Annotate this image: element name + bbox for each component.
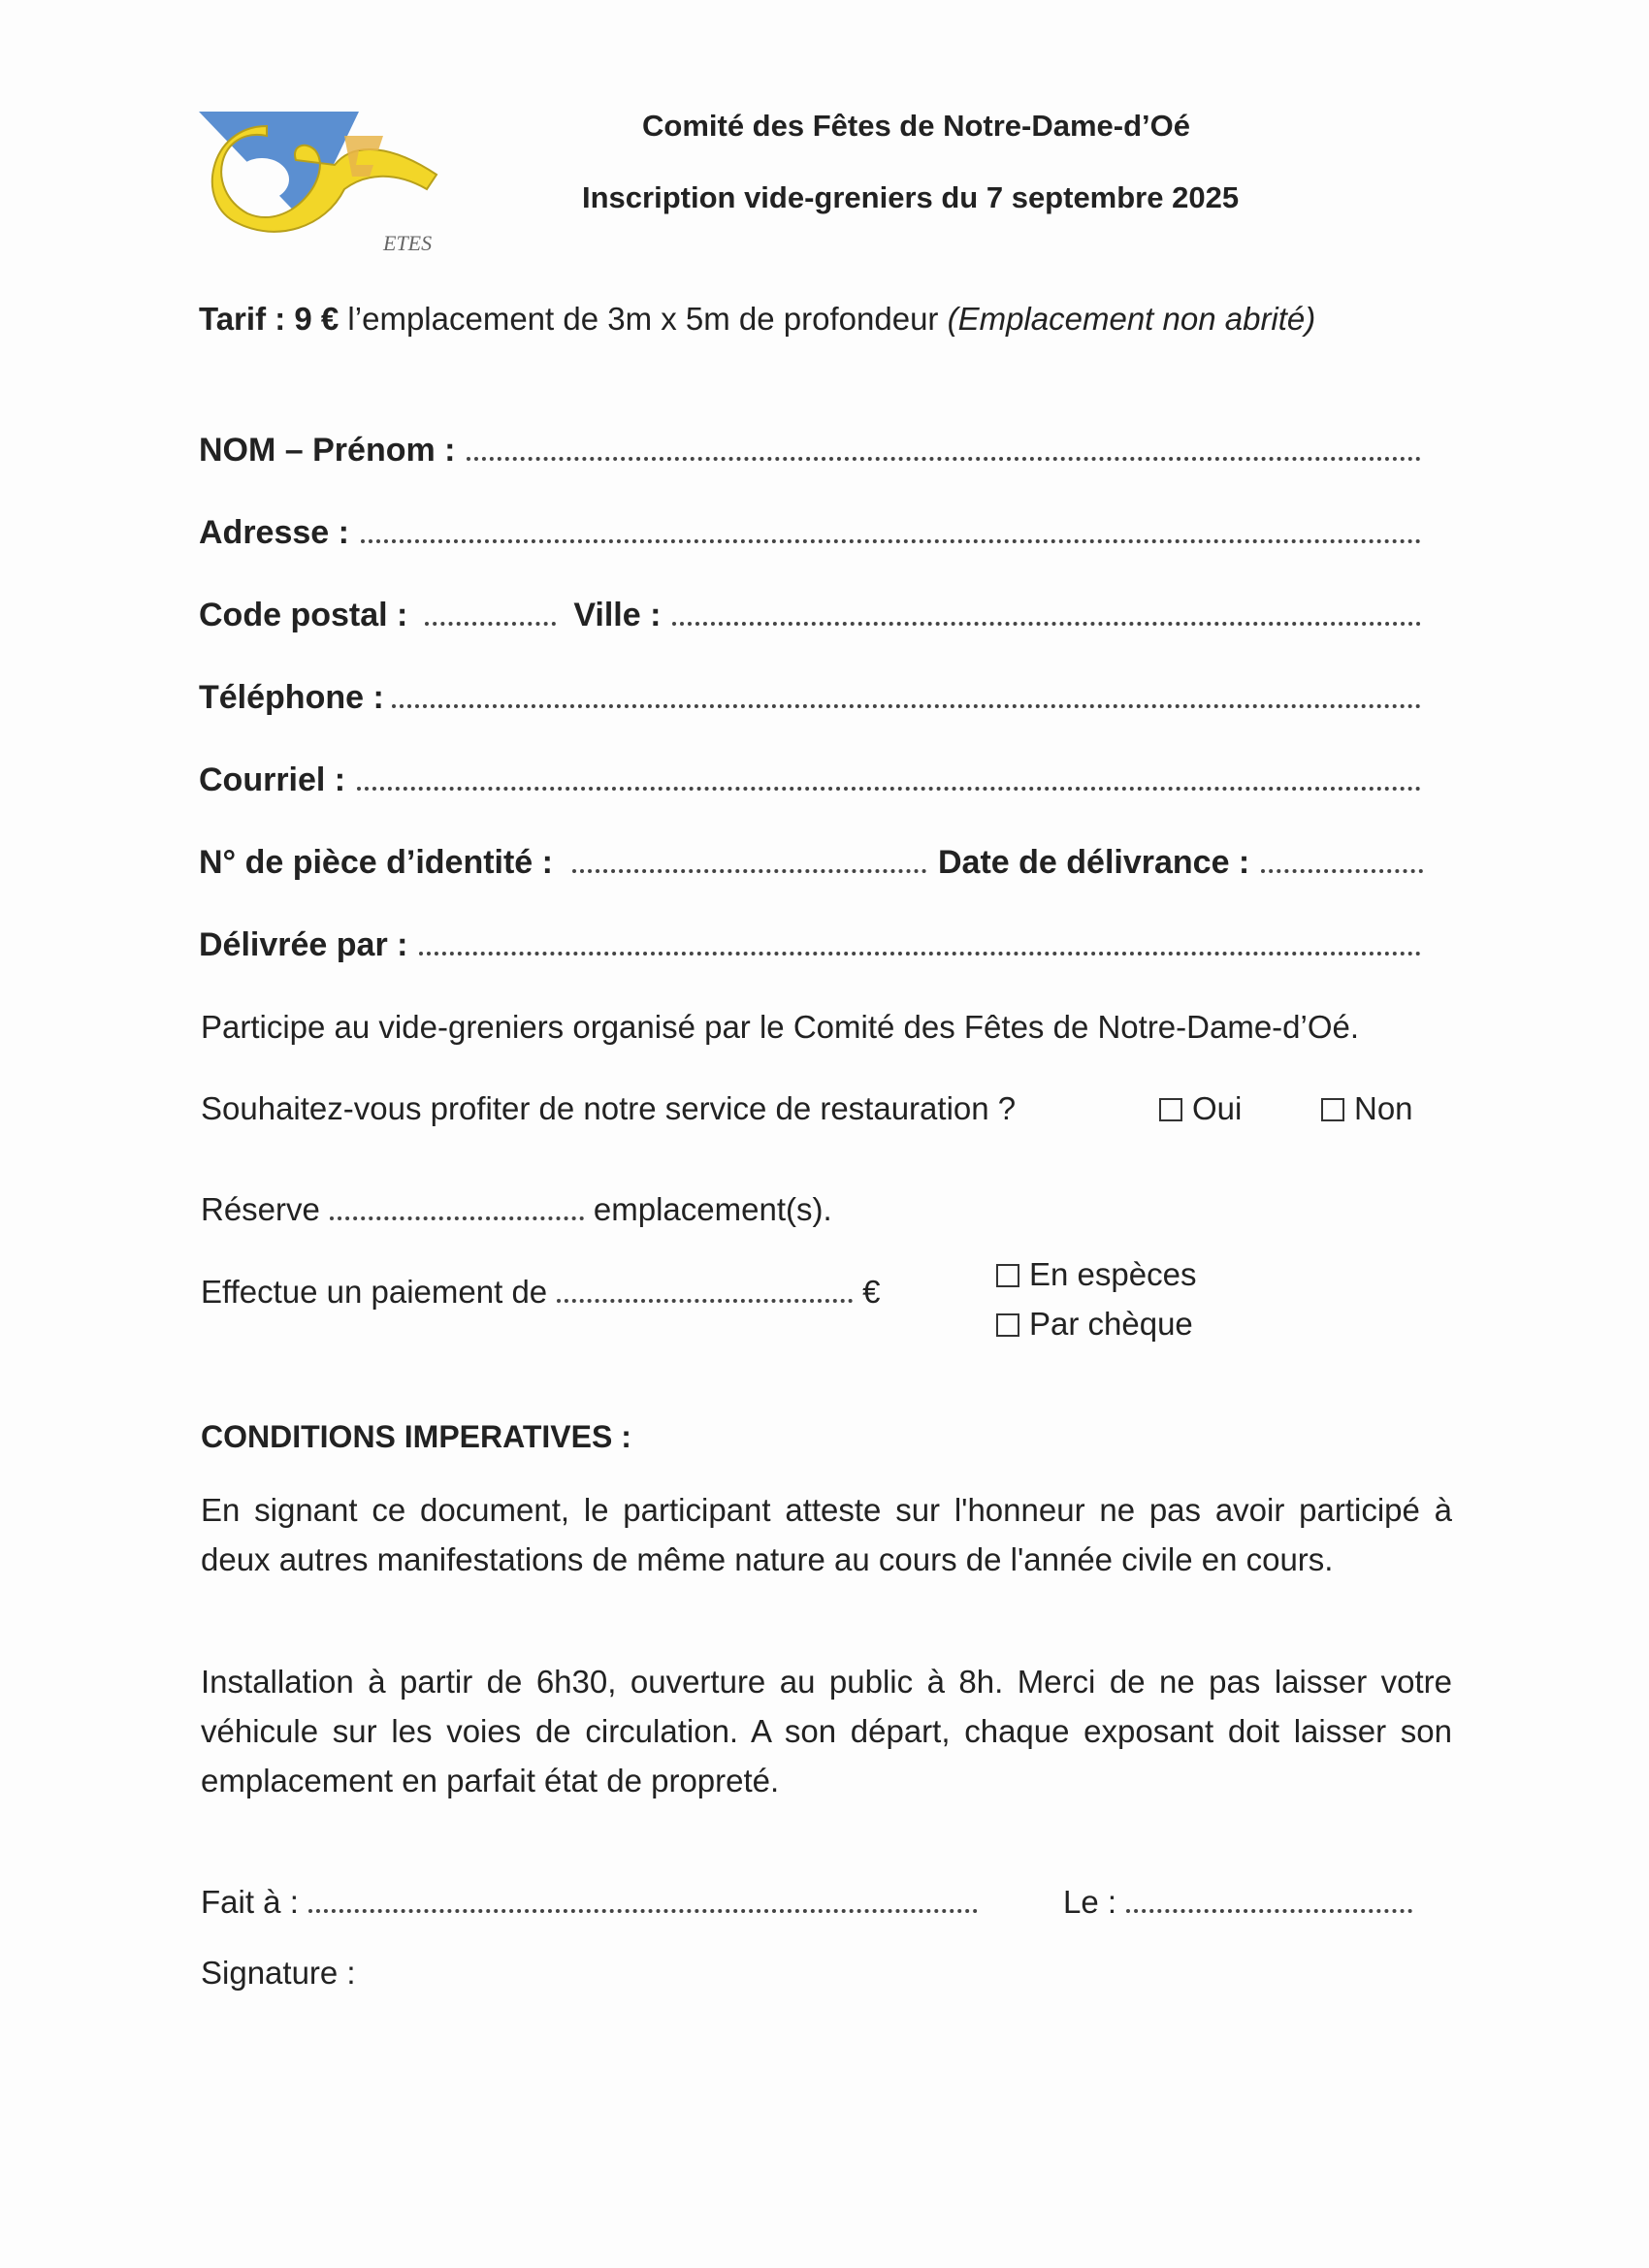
nom-field[interactable]	[467, 453, 1421, 461]
tarif-label: Tarif : 9 €	[199, 301, 340, 337]
paiement-amount-field[interactable]	[557, 1295, 853, 1303]
piece-identite-label: N° de pièce d’identité :	[199, 844, 553, 881]
committee-logo	[199, 107, 451, 252]
le-line	[1063, 1884, 1412, 1921]
paiement-cheque-option[interactable]	[996, 1306, 1193, 1343]
date-field[interactable]	[1126, 1905, 1412, 1913]
adresse-field[interactable]	[361, 535, 1421, 543]
fait-a-line	[201, 1884, 978, 1921]
delivree-par-field[interactable]	[419, 948, 1421, 956]
logo-text: ETES	[383, 231, 433, 252]
restauration-non-option[interactable]	[1321, 1090, 1413, 1127]
conditions-heading: CONDITIONS IMPERATIVES :	[201, 1419, 631, 1454]
telephone-row	[199, 679, 1421, 717]
especes-checkbox[interactable]	[996, 1264, 1019, 1287]
paiement-currency: €	[862, 1274, 881, 1310]
fait-a-field[interactable]	[308, 1905, 978, 1913]
fait-a-label: Fait à :	[201, 1884, 299, 1920]
nom-label: NOM – Prénom :	[199, 432, 456, 469]
telephone-field[interactable]	[392, 700, 1421, 708]
telephone-label: Téléphone :	[199, 679, 384, 716]
piece-identite-row	[199, 844, 1423, 882]
paiement-line	[201, 1274, 881, 1311]
courriel-label: Courriel :	[199, 761, 346, 798]
code-postal-row	[199, 597, 1421, 634]
signature-area[interactable]	[201, 2008, 1423, 2183]
restauration-oui-option[interactable]	[1159, 1090, 1242, 1127]
participation-statement: Participe au vide-greniers organisé par le Comité des Fêtes de Notre-Dame-d’Oé.	[201, 1009, 1360, 1045]
non-label: Non	[1354, 1090, 1413, 1126]
paiement-prefix: Effectue un paiement de	[201, 1274, 548, 1310]
reservation-suffix: emplacement(s).	[593, 1191, 832, 1227]
courriel-field[interactable]	[357, 783, 1421, 791]
conditions-paragraph-1: En signant ce document, le participant atteste sur l'honneur ne pas avoir participé à deux autres manifestations de même nature au cours de l'année civile en cours.	[201, 1492, 1452, 1577]
reservation-prefix: Réserve	[201, 1191, 320, 1227]
date-delivrance-field[interactable]	[1261, 865, 1423, 873]
tarif-note: (Emplacement non abrité)	[947, 301, 1316, 337]
courriel-row	[199, 761, 1421, 799]
delivree-par-label: Délivrée par :	[199, 926, 408, 963]
delivree-par-row	[199, 926, 1421, 964]
cheque-checkbox[interactable]	[996, 1313, 1019, 1337]
nom-row	[199, 432, 1421, 470]
non-checkbox[interactable]	[1321, 1098, 1344, 1121]
ville-field[interactable]	[672, 618, 1421, 626]
piece-identite-field[interactable]	[572, 865, 926, 873]
reservation-line	[201, 1191, 832, 1228]
adresse-row	[199, 514, 1421, 552]
tarif-line	[199, 301, 1315, 338]
conditions-paragraph-2: Installation à partir de 6h30, ouverture au public à 8h. Merci de ne pas laisser votre véhicule sur les voies de circulation. A son départ, chaque exposant doit laisser son emplacement en parfait état de propreté.	[201, 1664, 1452, 1798]
ville-label: Ville :	[573, 597, 662, 633]
oui-checkbox[interactable]	[1159, 1098, 1182, 1121]
restauration-question: Souhaitez-vous profiter de notre service de restauration ?	[201, 1090, 1017, 1126]
code-postal-field[interactable]	[425, 618, 556, 626]
date-delivrance-label: Date de délivrance :	[938, 844, 1250, 881]
signature-label: Signature :	[201, 1955, 356, 1991]
reservation-count-field[interactable]	[330, 1213, 584, 1220]
form-title: Inscription vide-greniers du 7 septembre 2025	[582, 180, 1240, 214]
paiement-especes-option[interactable]	[996, 1256, 1196, 1293]
code-postal-label: Code postal :	[199, 597, 408, 633]
le-label: Le :	[1063, 1884, 1117, 1920]
oui-label: Oui	[1192, 1090, 1243, 1126]
especes-label: En espèces	[1029, 1256, 1197, 1292]
organization-title: Comité des Fêtes de Notre-Dame-d’Oé	[642, 109, 1191, 143]
adresse-label: Adresse :	[199, 514, 349, 551]
tarif-text: l’emplacement de 3m x 5m de profondeur	[339, 301, 948, 337]
cheque-label: Par chèque	[1029, 1306, 1193, 1342]
